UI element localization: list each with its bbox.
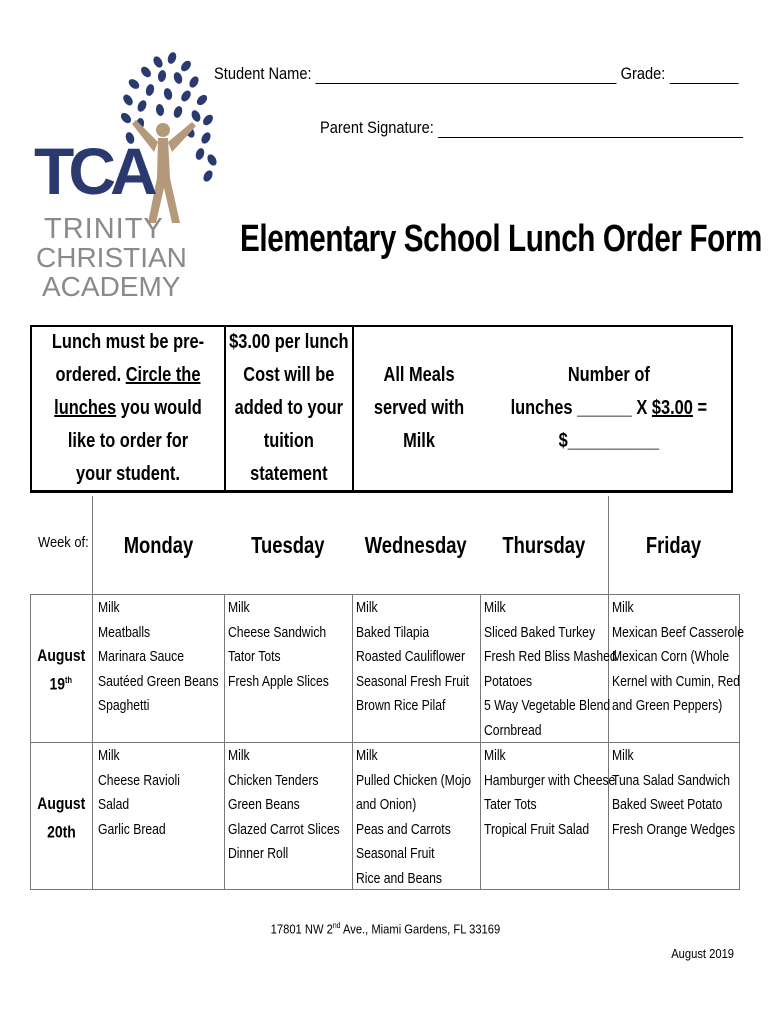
meal-item: Seasonal Fruit	[356, 846, 435, 862]
meal-cell[interactable]	[612, 596, 769, 719]
meal-item: Mexican Beef Casserole	[612, 624, 745, 641]
meal-item: Tropical Fruit Salad	[484, 821, 590, 838]
meal-item: Garlic Bread	[98, 821, 166, 838]
meal-item: Chicken Tenders	[228, 772, 319, 789]
meal-item: Hamburger with Cheese	[484, 772, 616, 789]
svg-text:CHRISTIAN: CHRISTIAN	[36, 242, 187, 273]
meal-item: Mexican Corn (Whole	[612, 649, 730, 665]
svg-text:ACADEMY: ACADEMY	[42, 271, 181, 302]
meal-item: Spaghetti	[98, 698, 150, 714]
meal-cell[interactable]	[612, 744, 758, 842]
day-header-friday: Friday	[646, 532, 702, 558]
meal-cell[interactable]	[98, 744, 196, 842]
svg-text:TRINITY: TRINITY	[44, 213, 164, 245]
meal-item: Rice and Beans	[356, 870, 442, 887]
week-of-label: Week of:	[38, 534, 89, 551]
svg-text:TCA: TCA	[34, 134, 152, 208]
meal-item: Milk	[612, 748, 634, 764]
parent-signature-line[interactable]	[438, 137, 743, 138]
meal-item: Sautéed Green Beans	[98, 673, 219, 690]
school-address: 17801 NW 2nd Ave., Miami Gardens, FL 33169	[270, 921, 500, 937]
info-box	[30, 325, 733, 493]
day-header-wednesday: Wednesday	[365, 532, 467, 558]
day-header-tuesday: Tuesday	[251, 532, 325, 558]
info-milk: All Meals served with Milk	[373, 364, 465, 452]
meal-item: and Green Peppers)	[612, 698, 723, 714]
info-number-of-lunches[interactable]: Number of lunches ______ X $3.00 = $__________	[510, 364, 708, 452]
form-date: August 2019	[671, 946, 734, 961]
info-preorder: Lunch must be pre- ordered. Circle the lunches you would like to order for your student.	[51, 331, 205, 485]
week-date-1: August 19th	[36, 646, 85, 694]
meal-cell[interactable]	[98, 596, 242, 719]
meal-item: Cheese Ravioli	[98, 772, 180, 789]
meal-item: Tator Tots	[228, 649, 281, 665]
meal-cell[interactable]	[228, 744, 361, 867]
student-name-field[interactable]	[214, 64, 738, 84]
student-name-line[interactable]	[316, 83, 617, 84]
meal-item: Glazed Carrot Slices	[228, 821, 340, 838]
meal-item: Salad	[98, 797, 130, 813]
meal-item: Green Beans	[228, 797, 300, 813]
meal-item: Seasonal Fresh Fruit	[356, 673, 470, 690]
meal-item: Milk	[356, 600, 378, 616]
meal-item: Milk	[356, 748, 378, 764]
week-date-2: August 20th	[36, 794, 85, 842]
meal-cell[interactable]	[356, 596, 491, 719]
meal-item: Cornbread	[484, 722, 542, 739]
grade-label: Grade:	[620, 64, 666, 83]
meal-item: Pulled Chicken (Mojo	[356, 772, 472, 789]
meal-item: Baked Tilapia	[356, 624, 430, 641]
meal-item: Milk	[612, 600, 634, 616]
meal-item: and Onion)	[356, 797, 417, 813]
meal-cell[interactable]	[228, 596, 348, 694]
meal-item: Dinner Roll	[228, 846, 289, 862]
meal-item: Milk	[228, 600, 250, 616]
menu-table	[30, 496, 745, 890]
tca-tree-logo-icon	[30, 48, 220, 310]
parent-signature-label: Parent Signature:	[320, 118, 434, 137]
meal-item: Milk	[484, 600, 506, 616]
meal-item: Tater Tots	[484, 797, 537, 813]
student-name-label: Student Name:	[214, 64, 312, 83]
day-header-monday: Monday	[123, 532, 193, 558]
parent-signature-field[interactable]	[320, 118, 743, 138]
meal-item: Marinara Sauce	[98, 649, 184, 665]
meal-item: Milk	[484, 748, 506, 764]
meal-item: Peas and Carrots	[356, 821, 451, 838]
meal-item: 5 Way Vegetable Blend	[484, 698, 611, 714]
meal-item: Tuna Salad Sandwich	[612, 772, 731, 789]
day-header-thursday: Thursday	[502, 532, 586, 558]
meal-item: Potatoes	[484, 673, 533, 690]
meal-item: Fresh Orange Wedges	[612, 821, 735, 838]
tca-logo	[30, 48, 220, 310]
page-title: Elementary School Lunch Order Form	[240, 218, 763, 260]
grade-line[interactable]	[669, 83, 738, 84]
info-cost: $3.00 per lunch Cost will be added to your tuition statement	[229, 331, 349, 485]
meal-item: Sliced Baked Turkey	[484, 624, 596, 641]
meal-item: Milk	[228, 748, 250, 764]
meal-item: Baked Sweet Potato	[612, 797, 723, 813]
meal-item: Cheese Sandwich	[228, 624, 327, 641]
meal-cell[interactable]	[356, 744, 493, 891]
meal-item: Kernel with Cumin, Red	[612, 673, 740, 690]
meal-item: Fresh Red Bliss Mashed	[484, 649, 617, 665]
meal-item: Milk	[98, 748, 120, 764]
meal-item: Roasted Cauliflower	[356, 649, 466, 665]
meal-item: Meatballs	[98, 624, 151, 641]
meal-item: Fresh Apple Slices	[228, 673, 329, 690]
meal-item: Brown Rice Pilaf	[356, 698, 446, 714]
meal-item: Milk	[98, 600, 120, 616]
